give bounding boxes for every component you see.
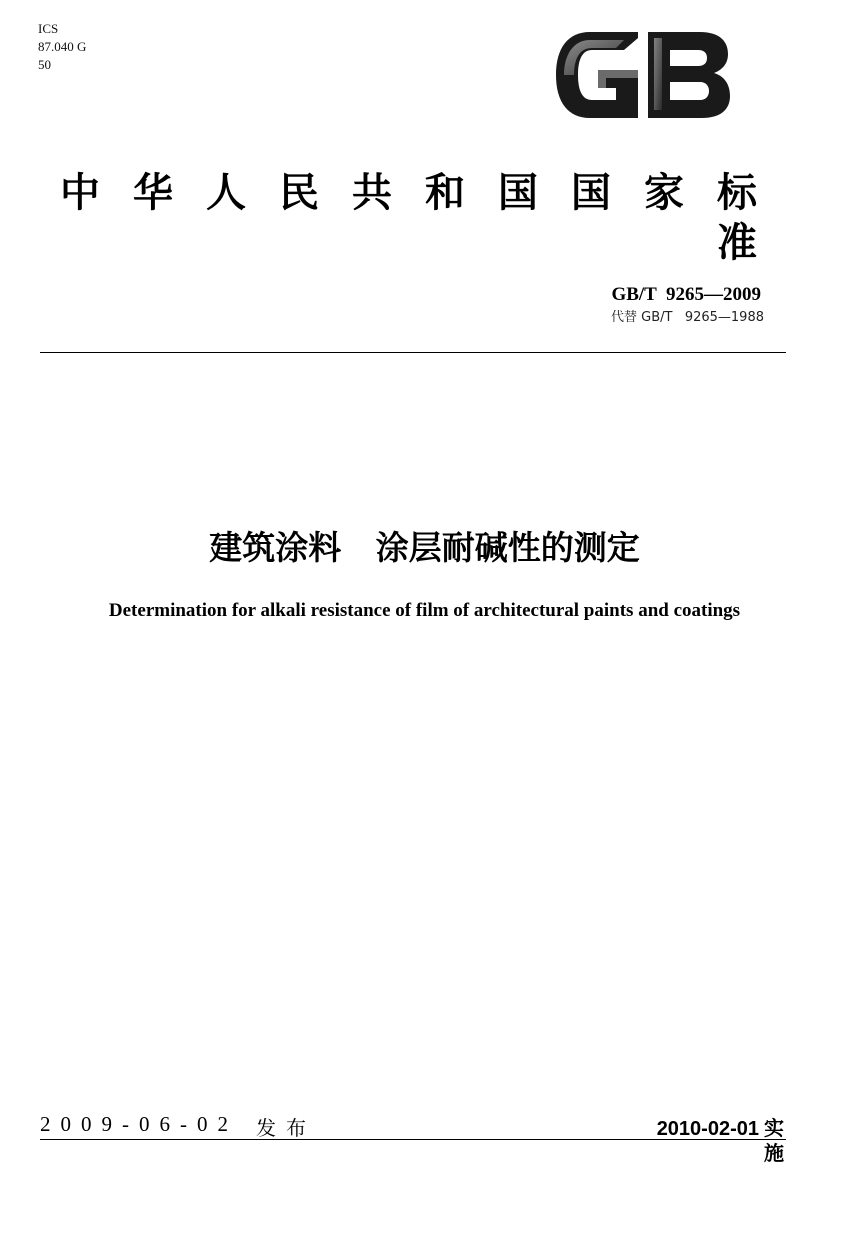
- ics-code: 87.040 G: [38, 39, 87, 54]
- issue-label: 发布: [256, 1116, 316, 1140]
- gb-logo: [554, 30, 732, 120]
- replaced-standard: 代替 GB/T 9265—1988: [610, 310, 764, 325]
- header-divider: [40, 352, 786, 353]
- ccs-code: 50: [38, 57, 51, 72]
- effective-date: 2010-02-01: [656, 1118, 759, 1140]
- document-title-english: Determination for alkali resistance of film of architectural paints and coatings: [108, 600, 741, 621]
- ics-label: ICS: [38, 21, 59, 36]
- gb-logo-graphic: [554, 30, 732, 120]
- document-title-chinese: 建筑涂料 涂层耐碱性的测定: [209, 528, 640, 567]
- effective-label: 实施: [764, 1116, 784, 1165]
- classification-block: [38, 20, 86, 74]
- standard-number: GB/T 9265—2009: [611, 284, 761, 305]
- national-standard-title: 中华人民共和国国家标准: [60, 170, 790, 266]
- issue-date: 2009-06-02: [40, 1112, 238, 1136]
